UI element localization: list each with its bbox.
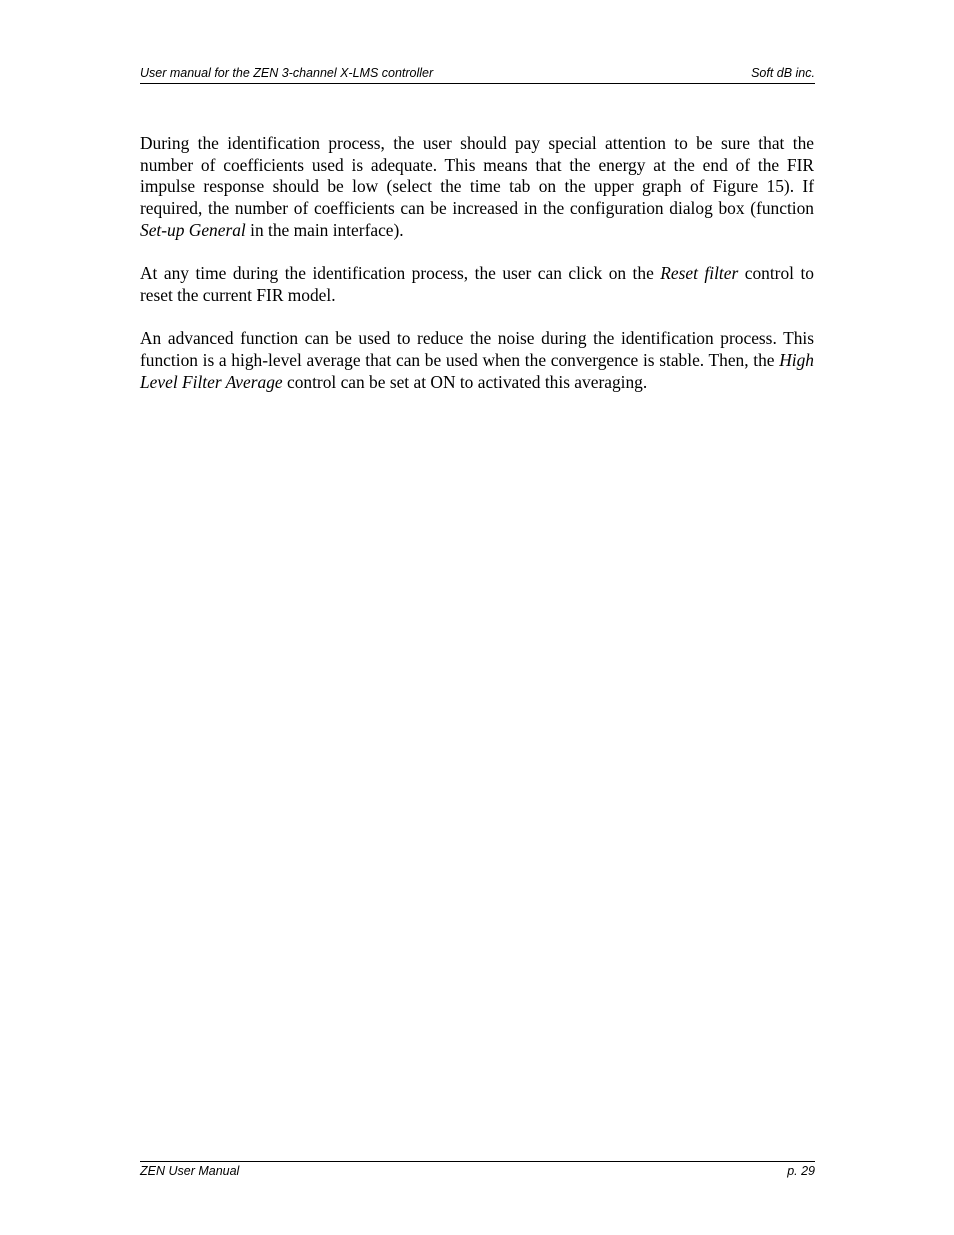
page-body: [140, 133, 814, 415]
paragraph-coefficients: [140, 133, 814, 242]
paragraph-text: control can be set at ON to activated this averaging.: [282, 371, 648, 392]
paragraph-text: control to reset the current FIR model.: [140, 263, 814, 305]
page-header: [140, 65, 815, 84]
paragraph-reset-filter: [140, 263, 814, 306]
emphasis-reset-filter: Reset filter: [660, 263, 739, 284]
paragraph-text: in the main interface).: [245, 219, 404, 240]
footer-page-number: p. 29: [787, 1164, 815, 1178]
footer-manual-name: ZEN User Manual: [140, 1164, 240, 1178]
paragraph-text: An advanced function can be used to reduce the noise during the identification process. This function is a high-level average that can be used when the convergence is stable. Then, the: [140, 328, 814, 370]
paragraph-text: During the identification process, the user should pay special attention to be sure that the number of coefficients used is adequate. This means that the energy at the end of the FIR impulse response should be low (select the time tab on the upper graph of Figure 15). If required, the number of coefficients can be increased in the configuration dialog box (function: [140, 133, 814, 219]
page-footer: [140, 1161, 815, 1181]
emphasis-high-level-filter-average: High Level Filter Average: [140, 350, 814, 392]
emphasis-setup-general: Set-up General: [140, 219, 246, 240]
header-company-name: Soft dB inc.: [751, 66, 815, 80]
paragraph-text: At any time during the identification process, the user can click on the: [140, 263, 661, 284]
header-document-title: User manual for the ZEN 3-channel X-LMS controller: [140, 66, 434, 80]
paragraph-advanced-function: [140, 328, 814, 393]
